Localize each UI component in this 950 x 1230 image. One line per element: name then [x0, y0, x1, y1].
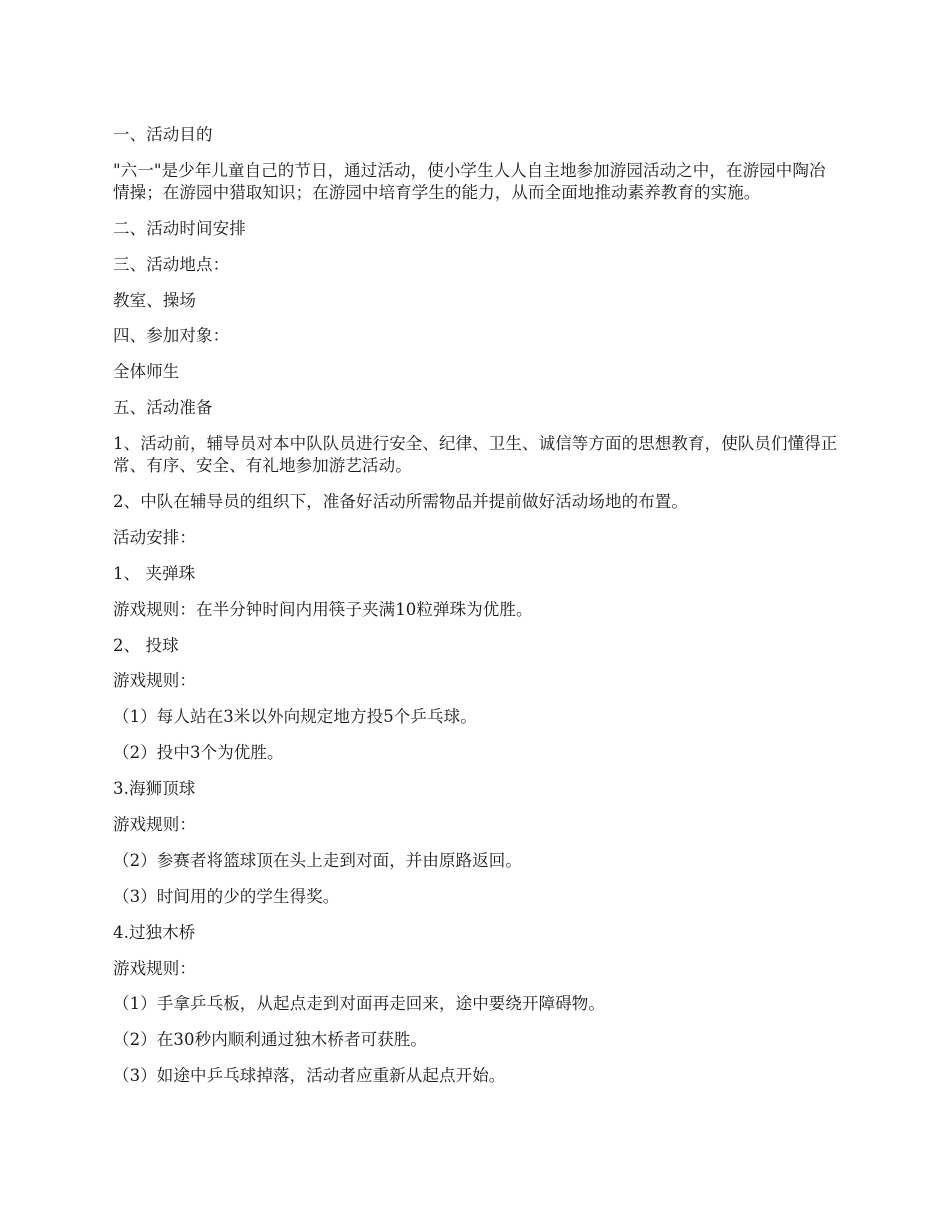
game-3-rules-label: 游戏规则： [113, 815, 196, 835]
paragraph-participants-text: 全体师生 [113, 362, 180, 382]
game-3-title: 3.海狮顶球 [113, 779, 196, 799]
game-4-rules-label: 游戏规则： [113, 958, 196, 978]
game-2-rules-label: 游戏规则： [113, 671, 196, 691]
heading-activity-preparation: 五、活动准备 [113, 398, 213, 418]
game-2-title: 2、 投球 [113, 635, 179, 655]
game-4-rule-1: （1）手拿乒乓板，从起点走到对面再走回来，途中要绕开障碍物。 [113, 994, 605, 1014]
game-3-rule-3: （3）时间用的少的学生得奖。 [113, 886, 340, 906]
game-1-rules: 游戏规则：在半分钟时间内用筷子夹满10粒弹珠为优胜。 [113, 599, 533, 619]
heading-activity-purpose: 一、活动目的 [113, 125, 213, 144]
heading-participants: 四、参加对象： [113, 326, 230, 346]
game-4-rule-2: （2）在30秒内顺利通过独木桥者可获胜。 [113, 1030, 427, 1050]
paragraph-preparation-1: 1、活动前，辅导员对本中队队员进行安全、纪律、卫生、诚信等方面的思想教育，使队员们懂得正常、有序、安全、有礼地参加游艺活动。 [113, 434, 838, 476]
paragraph-preparation-2: 2、中队在辅导员的组织下，准备好活动所需物品并提前做好活动场地的布置。 [113, 492, 688, 512]
document-body [113, 124, 840, 1101]
game-3-rule-2: （2）参赛者将篮球顶在头上走到对面，并由原路返回。 [113, 850, 522, 870]
paragraph-location-text: 教室、操场 [113, 290, 196, 310]
game-2-rule-2: （2）投中3个为优胜。 [113, 743, 284, 763]
game-4-title: 4.过独木桥 [113, 922, 196, 942]
paragraph-purpose-text: "六一"是少年儿童自己的节日，通过活动，使小学生人人自主地参加游园活动之中，在游园中陶冶情操；在游园中猎取知识；在游园中培育学生的能力，从而全面地推动素养教育的实施。 [113, 160, 826, 202]
game-4-rule-3: （3）如途中乒乓球掉落，活动者应重新从起点开始。 [113, 1066, 506, 1086]
game-1-title: 1、 夹弹珠 [113, 563, 196, 583]
game-2-rule-1: （1）每人站在3米以外向规定地方投5个乒乓球。 [113, 707, 477, 727]
heading-activity-location: 三、活动地点： [113, 254, 230, 274]
heading-activity-schedule: 二、活动时间安排 [113, 218, 246, 238]
heading-activity-arrangement: 活动安排： [113, 527, 196, 547]
